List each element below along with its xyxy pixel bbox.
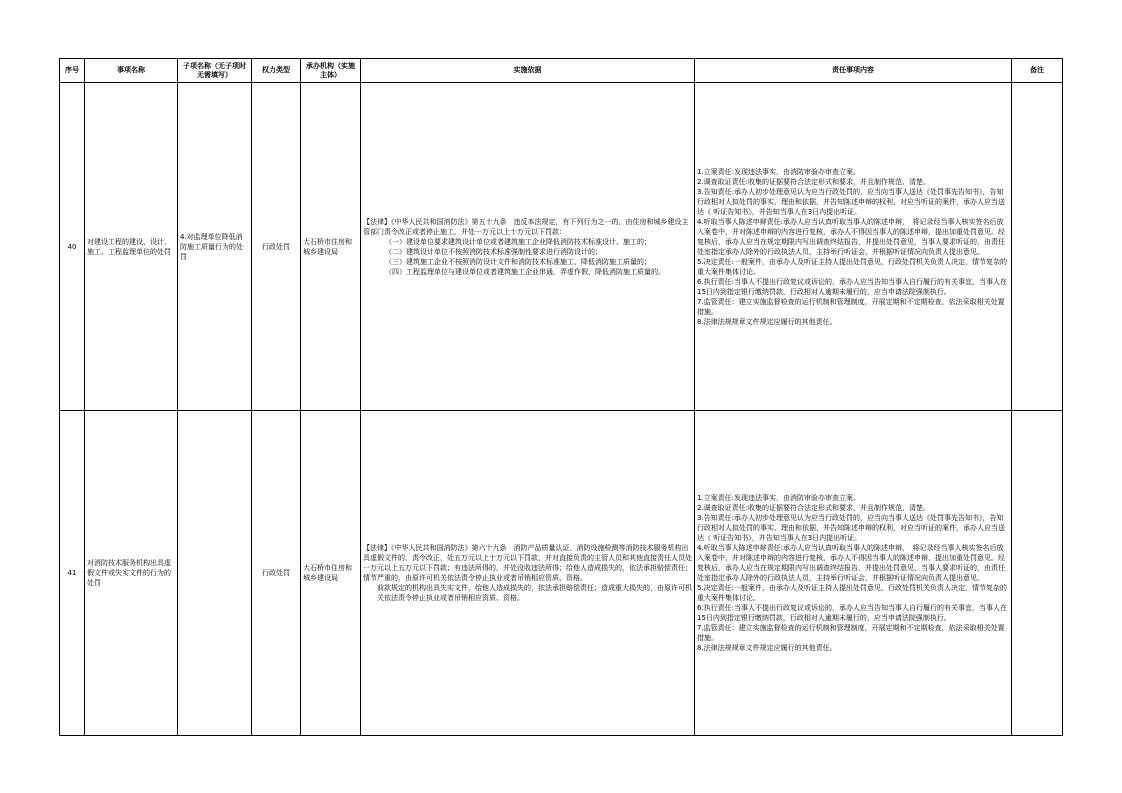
responsibility-item: 8.法律法规规章文件规定应履行的其他责任。 [697, 317, 837, 326]
row-item-name: 对建设工程的建设、设计、施工、工程监理单位的处罚 [85, 83, 178, 411]
row-responsibilities [695, 83, 1012, 411]
responsibility-item: 6.执行责任:当事人不提出行政复议或诉讼的，承办人应当告知当事人自行履行的有关事宜，当事人在15日内到指定银行缴纳罚款，行政相对人逾期未履行的，应当申请法院强制执行。 [697, 277, 1008, 296]
header-subitem: 子项名称（无子项时无需填写） [178, 59, 252, 83]
responsibility-item: 1.立案责任:发现违法事实，由消防审验办审查立案。 [697, 494, 861, 502]
responsibility-item: 1.立案责任:发现违法事实，由消防审验办审查立案。 [697, 167, 861, 176]
header-no: 序号 [60, 59, 85, 83]
responsibility-item: 4.听取当事人陈述申辩责任:承办人应当认真听取当事人的陈述申辩， 将记录经当事人核实签名后放入案卷中，并对陈述申辩的内容进行复核，承办人不得因当事人的陈述申辩，提出加重处罚意见。经复核后，承办人应当在规定期限内写出调查终结报告，并提出处罚意见，当事人要求听证的，由责任处室指定承办人除外的行政执法人员，主持举行听证会，并根据听证情况向负责人提出意见。 [697, 544, 1005, 582]
responsibility-item: 6.执行责任:当事人不提出行政复议或诉讼的，承办人应当告知当事人自行履行的有关事宜，当事人在15日内到指定银行缴纳罚款，行政相对人逾期未履行的，应当申请法院强制执行。 [697, 604, 1008, 622]
responsibility-item: 5.决定责任:一般案件，由承办人及听证主持人提出处罚意见，行政处罚机关负责人决定，情节复杂的重大案件集体讨论。 [697, 257, 1008, 276]
row-subitem-name: 4.对监理单位降低消防施工质量行为的处罚 [178, 83, 252, 411]
responsibility-item: 5.决定责任:一般案件，由承办人及听证主持人提出处罚意见，行政处罚机关负责人决定，情节复杂的重大案件集体讨论。 [697, 584, 1008, 602]
responsibility-item: 7.监管责任：建立实施监督检查的运行机制和管理制度，开展定期和不定期检查，依法采取相关处置措施。 [697, 624, 1005, 642]
header-basis: 实施依据 [361, 59, 695, 83]
basis-paragraph: 【法律】《中华人民共和国消防法》第五十九条 违反本法规定，有下列行为之一的，由住房和城乡建设主管部门责令改正或者停止施工，并处一万元以上十万元以下罚款： [363, 217, 689, 236]
table-row [60, 411, 1063, 736]
responsibility-item: 2.调查取证责任:收集的证据要符合法定形式和要求，并且制作规范、清楚。 [697, 504, 931, 512]
basis-paragraph: （三）建筑施工企业不按照消防设计文件和消防技术标准施工，降低消防施工质量的； [385, 257, 651, 266]
row-note [1012, 411, 1063, 736]
responsibility-table [59, 58, 1063, 736]
responsibility-item: 8.法律法规规章文件规定应履行的其他责任。 [697, 644, 837, 652]
row-basis [361, 411, 695, 736]
row-note [1012, 83, 1063, 411]
basis-paragraph: （二）建筑设计单位不按照消防技术标准强制性要求进行消防设计的； [385, 247, 602, 256]
row-responsibilities [695, 411, 1012, 736]
header-item: 事项名称 [85, 59, 178, 83]
responsibility-item: 3.告知责任:承办人初步处理意见认为应当行政处罚的，应当向当事人送达《处罚事先告知书》，告知行政相对人拟处罚的事实、理由和依据，并告知陈述申辩的权利，对应当听证的案件，承办人应当送达《 听证告知书》，并告知当事人在3日内提出听证。 [697, 514, 1005, 542]
basis-paragraph: （四）工程监理单位与建设单位或者建筑施工企业串通，弄虚作假，降低消防施工质量的。 [385, 267, 665, 276]
row-org: 大石桥市住房和城乡建设局 [301, 83, 361, 411]
header-note: 备注 [1012, 59, 1063, 83]
responsibility-item: 3.告知责任:承办人初步处理意见认为应当行政处罚的，应当向当事人送达《处罚事先告知书》，告知行政相对人拟处罚的事实、理由和依据，并告知陈述申辩的权利，对应当听证的案件，承办人应当送达《 听证告知书》，并告知当事人在3日内提出听证。 [697, 187, 1005, 216]
responsibility-item: 7.监管责任：建立实施监督检查的运行机制和管理制度，开展定期和不定期检查，依法采取相关处置措施。 [697, 297, 1005, 316]
table-row [60, 83, 1063, 411]
basis-paragraph: 前款规定的机构出具失实文件，给他人造成损失的，依法承担赔偿责任；造成重大损失的，由原许可机关依法责令停止执业或者吊销相应资质、资格。 [377, 584, 692, 602]
row-power-type: 行政处罚 [252, 411, 301, 736]
row-power-type: 行政处罚 [252, 83, 301, 411]
row-subitem-name [178, 411, 252, 736]
responsibility-item: 4.听取当事人陈述申辩责任:承办人应当认真听取当事人的陈述申辩， 将记录经当事人核实签名后放入案卷中，并对陈述申辩的内容进行复核，承办人不得因当事人的陈述申辩，提出加重处罚意见。经复核后，承办人应当在规定期限内写出调查终结报告，并提出处罚意见，当事人要求听证的，由责任处室指定承办人除外的行政执法人员，主持举行听证会，并根据听证情况向负责人提出意见。 [697, 217, 1005, 256]
responsibility-item: 2.调查取证责任:收集的证据要符合法定形式和要求，并且制作规范、清楚。 [697, 177, 931, 186]
row-org: 大石桥市住房和城乡建设局 [301, 411, 361, 736]
header-org: 承办机构（实施主体） [301, 59, 361, 83]
header-resp: 责任事项内容 [695, 59, 1012, 83]
row-item-name: 对消防技术服务机构出具虚假文件或失实文件的行为的处罚 [85, 411, 178, 736]
row-basis [361, 83, 695, 411]
basis-paragraph: （一）建设单位要求建筑设计单位或者建筑施工企业降低消防技术标准设计、施工的； [385, 237, 651, 246]
header-power: 权力类型 [252, 59, 301, 83]
row-no: 40 [60, 83, 85, 411]
basis-paragraph: 【法律】《中华人民共和国消防法》第六十九条 消防产品质量认证、消防设施检测等消防技术服务机构出具虚假文件的，责令改正，处五万元以上十万元以下罚款，并对直接负责的主管人员和其他直接责任人员处一万元以上五万元以下罚款；有违法所得的，并处没收违法所得；给他人造成损失的，依法承担赔偿责任；情节严重的，由原许可机关依法责令停止执业或者吊销相应资质、资格。 [363, 544, 692, 582]
table-header-row [60, 59, 1063, 83]
row-no: 41 [60, 411, 85, 736]
